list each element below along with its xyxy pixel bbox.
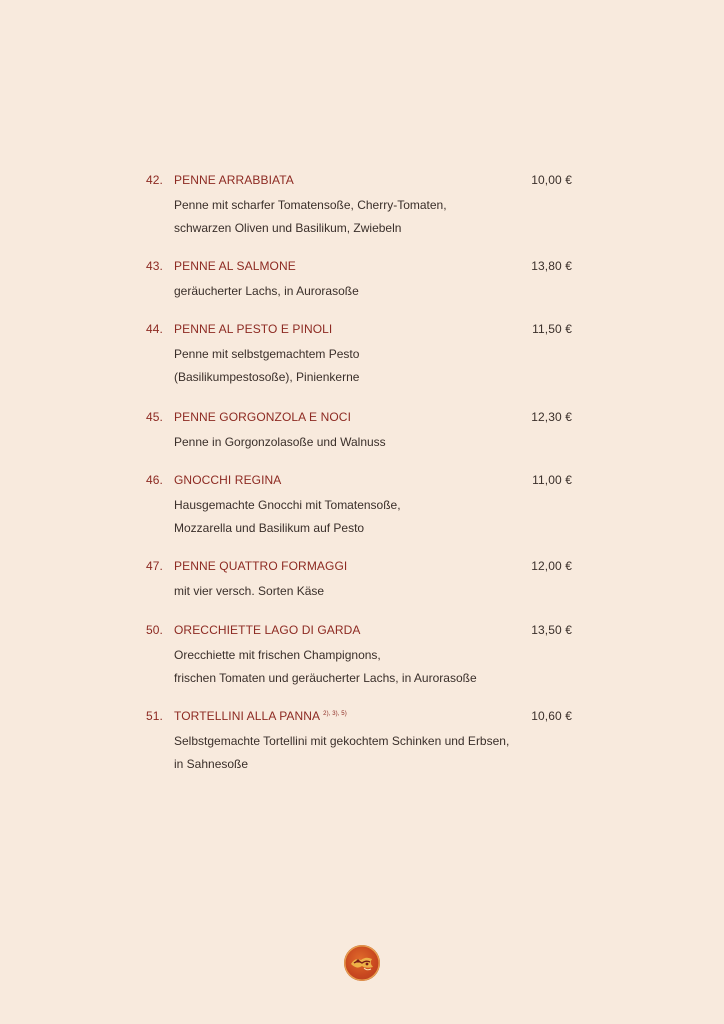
item-name-text: PENNE AL PESTO E PINOLI [174,322,333,336]
menu-item-header [146,408,572,426]
item-description-line: Penne in Gorgonzolasoße und Walnuss [174,435,386,449]
item-name-text: TORTELLINI ALLA PANNA [174,709,321,723]
item-description-line: Mozzarella und Basilikum auf Pesto [174,521,365,535]
item-number: 47. [146,559,163,573]
item-description-line: Orecchiette mit frischen Champignons, [174,648,381,662]
item-description [174,494,572,540]
item-number: 43. [146,259,163,273]
item-name [174,471,281,489]
item-name [174,707,347,725]
item-name [174,408,351,426]
menu-item-header [146,320,572,338]
menu-item [146,621,572,690]
logo-graphic [344,945,380,981]
item-price: 11,50 € [532,322,572,336]
item-name-text: PENNE AL SALMONE [174,259,296,273]
item-price: 10,00 € [531,173,572,187]
item-name-text: GNOCCHI REGINA [174,473,282,487]
item-description [174,730,572,776]
menu-item [146,257,572,303]
item-name [174,320,332,338]
item-price: 13,80 € [531,259,572,273]
item-name-text: PENNE GORGONZOLA E NOCI [174,410,351,424]
menu-item-header [146,257,572,275]
menu-item [146,408,572,454]
restaurant-logo-icon [344,945,380,981]
item-name [174,557,347,575]
item-description-line: frischen Tomaten und geräucherter Lachs, in Aurorasoße [174,671,477,685]
menu-item [146,171,572,240]
item-price: 12,30 € [531,410,572,424]
item-number: 42. [146,173,163,187]
item-description [174,580,572,603]
item-name-text: PENNE ARRABBIATA [174,173,294,187]
item-description-line: schwarzen Oliven und Basilikum, Zwiebeln [174,221,402,235]
item-description-line: Hausgemachte Gnocchi mit Tomatensoße, [174,498,401,512]
item-description-line: Selbstgemachte Tortellini mit gekochtem Schinken und Erbsen, [174,734,510,748]
item-allergens: 2), 3), 5) [323,711,347,717]
menu-item-header [146,171,572,189]
item-description-line: in Sahnesoße [174,757,249,771]
item-description-line: Penne mit scharfer Tomatensoße, Cherry-Tomaten, [174,198,447,212]
menu-item [146,320,572,389]
item-name-text: ORECCHIETTE LAGO DI GARDA [174,623,361,637]
item-price: 12,00 € [531,559,572,573]
item-price: 11,00 € [532,473,572,487]
item-price: 10,60 € [531,709,572,723]
item-description [174,343,572,389]
menu-item [146,557,572,603]
item-number: 46. [146,473,163,487]
item-description-line: (Basilikumpestosoße), Pinienkerne [174,370,360,384]
item-name-text: PENNE QUATTRO FORMAGGI [174,559,348,573]
item-number: 50. [146,623,163,637]
menu-item [146,471,572,540]
item-description [174,280,572,303]
item-description-line: Penne mit selbstgemachtem Pesto [174,347,360,361]
item-name [174,257,296,275]
item-description [174,644,572,690]
item-description [174,431,572,454]
item-number: 51. [146,709,163,723]
item-description [174,194,572,240]
item-name [174,171,294,189]
item-name [174,621,361,639]
menu-item-header [146,557,572,575]
menu-item-header [146,621,572,639]
item-description-line: geräucherter Lachs, in Aurorasoße [174,284,359,298]
item-description-line: mit vier versch. Sorten Käse [174,584,325,598]
menu-item [146,707,572,776]
menu-item-header [146,471,572,489]
item-number: 45. [146,410,163,424]
item-number: 44. [146,322,163,336]
item-price: 13,50 € [531,623,572,637]
menu-item-header [146,707,572,725]
